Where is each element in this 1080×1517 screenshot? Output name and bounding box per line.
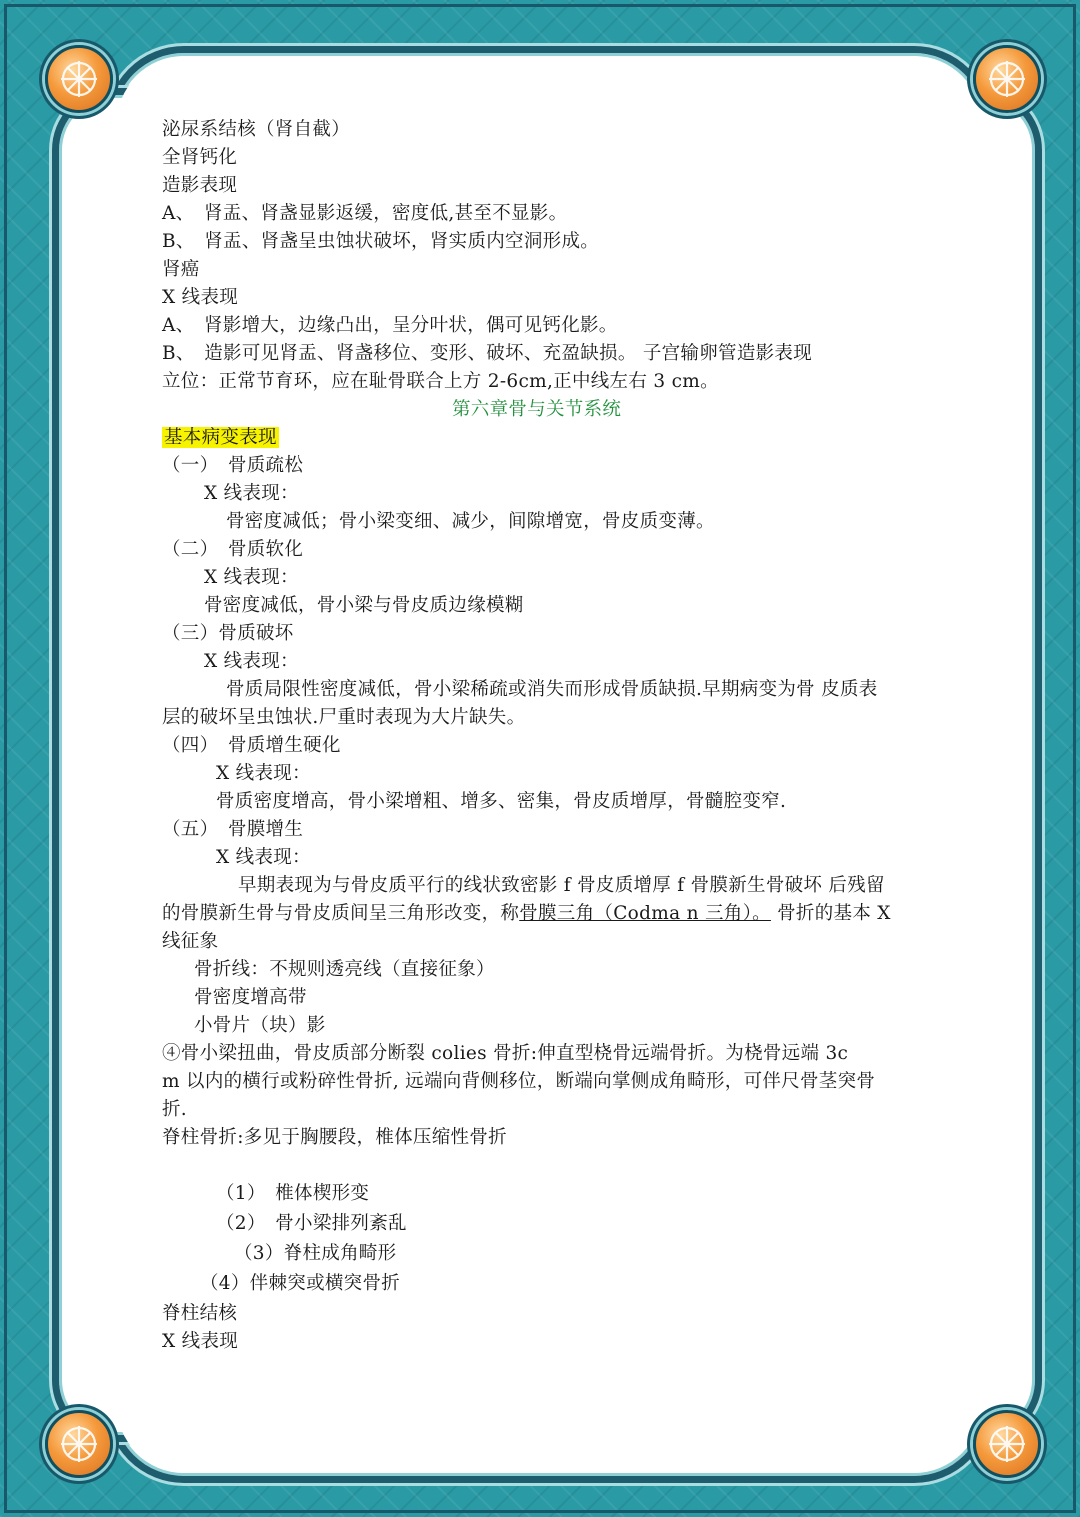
text-line: 骨密度减低，骨小梁与骨皮质边缘模糊 xyxy=(204,595,524,616)
text-line: 折. xyxy=(162,1099,187,1120)
corner-medallion-icon xyxy=(45,1410,113,1478)
text-line: A、 肾盂、肾盏显影返缓，密度低,甚至不显影。 xyxy=(162,203,568,224)
text-line: （二） 骨质软化 xyxy=(162,539,304,560)
list-item: （4）伴棘突或横突骨折 xyxy=(200,1273,401,1294)
text-line: m 以内的横行或粉碎性骨折, 远端向背侧移位，断端向掌侧成角畸形，可伴尺骨茎突骨 xyxy=(162,1071,876,1092)
text-line: X 线表现： xyxy=(204,651,299,672)
corner-medallion-icon xyxy=(45,45,113,113)
text-line: 线征象 xyxy=(162,931,219,952)
text-line: 骨密度减低；骨小梁变细、减少，间隙增宽，骨皮质变薄。 xyxy=(226,511,715,532)
text-line: 立位：正常节育环，应在耻骨联合上方 2-6cm,正中线左右 3 cm。 xyxy=(162,371,719,392)
list-item: （1） 椎体楔形变 xyxy=(216,1183,370,1204)
text-line: 脊柱骨折:多见于胸腰段，椎体压缩性骨折 xyxy=(162,1127,507,1148)
text-line: X 线表现 xyxy=(162,287,239,308)
text-line: B、 造影可见肾盂、肾盏移位、变形、破坏、充盈缺损。 子宫输卵管造影表现 xyxy=(162,343,813,364)
text-line: 骨折线：不规则透亮线（直接征象） xyxy=(194,959,495,980)
text-line: 造影表现 xyxy=(162,175,238,196)
text-line: ④骨小梁扭曲，骨皮质部分断裂 colies 骨折:伸直型桡骨远端骨折。为桡骨远端 3c xyxy=(162,1043,849,1064)
text-line: 脊柱结核 xyxy=(162,1303,238,1324)
corner-medallion-icon xyxy=(973,45,1041,113)
list-item: （3）脊柱成角畸形 xyxy=(234,1243,397,1264)
text-line: X 线表现 xyxy=(162,1331,239,1352)
text-line: （三）骨质破坏 xyxy=(162,623,294,644)
text-line: 层的破坏呈虫蚀状.尸重时表现为大片缺失。 xyxy=(162,707,526,728)
list-item: （2） 骨小梁排列紊乱 xyxy=(216,1213,407,1234)
text-line: B、 肾盂、肾盏呈虫蚀状破坏，肾实质内空洞形成。 xyxy=(162,231,600,252)
text-line: 骨质密度增高，骨小梁增粗、增多、密集，骨皮质增厚，骨髓腔变窄. xyxy=(216,791,787,812)
text-line: 肾癌 xyxy=(162,259,200,280)
text-line: X 线表现： xyxy=(204,567,299,588)
text-line: X 线表现： xyxy=(216,847,311,868)
text-line: 骨质局限性密度减低，骨小梁稀疏或消失而形成骨质缺损.早期病变为骨 皮质表 xyxy=(226,679,878,700)
text-line: 泌尿系结核（肾自截） xyxy=(162,119,351,140)
underlined-term: 骨膜三角（Codma n 三角）。 xyxy=(519,903,771,924)
text-line: （一） 骨质疏松 xyxy=(162,455,304,476)
text-line xyxy=(162,902,891,928)
text-line: A、 肾影增大，边缘凸出，呈分叶状，偶可见钙化影。 xyxy=(162,315,618,336)
text-line: X 线表现： xyxy=(216,763,311,784)
text-fragment: 骨折的基本 X xyxy=(777,903,891,924)
text-line: （五） 骨膜增生 xyxy=(162,819,304,840)
text-line: 小骨片（块）影 xyxy=(194,1015,326,1036)
text-line: （四） 骨质增生硬化 xyxy=(162,735,341,756)
text-line: 早期表现为与骨皮质平行的线状致密影 f 骨皮质增厚 f 骨膜新生骨破坏 后残留 xyxy=(238,875,885,896)
highlighted-heading: 基本病变表现 xyxy=(164,427,277,448)
text-fragment: 的骨膜新生骨与骨皮质间呈三角形改变，称 xyxy=(162,903,520,924)
text-line: 全肾钙化 xyxy=(162,147,238,168)
text-line: 骨密度增高带 xyxy=(194,987,307,1008)
section-heading xyxy=(162,426,279,452)
corner-medallion-icon xyxy=(973,1410,1041,1478)
text-line: X 线表现： xyxy=(204,483,299,504)
chapter-title: 第六章骨与关节系统 xyxy=(452,399,622,420)
